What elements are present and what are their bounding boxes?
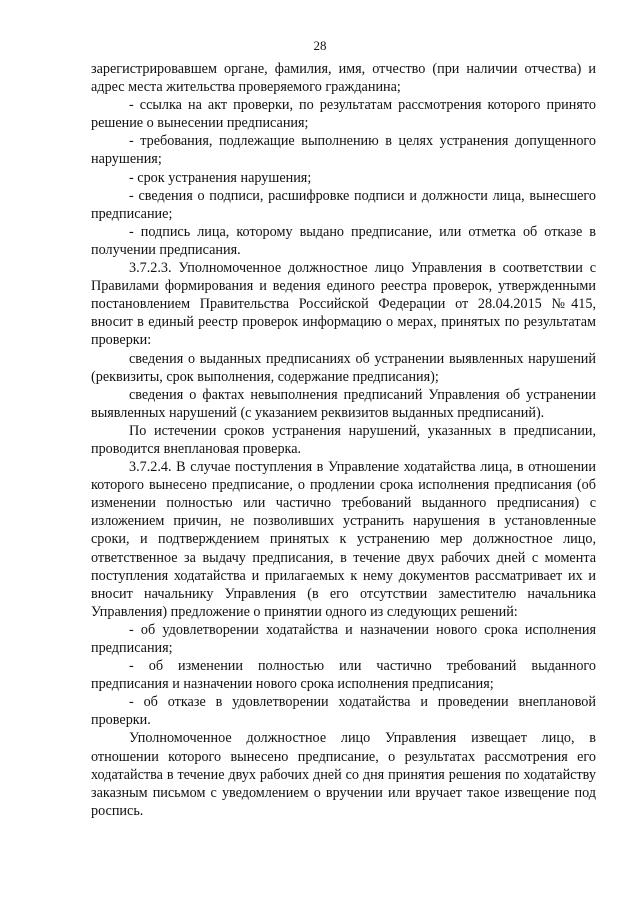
decision-item-refuse: - об отказе в удовлетворении ходатайства и проведении внеплановой проверки. [91, 694, 596, 729]
paragraph-unscheduled-inspection: По истечении сроков устранения нарушений, указанных в предписании, проводится внеплановая проверка. [91, 422, 596, 457]
clause-3-7-2-4: 3.7.2.4. В случае поступления в Управление ходатайства лица, в отношении которого вынесено предписание, о продлении срока исполнения предписания (об изменении полностью или частично требований выданного предписания) с изложением причин, не позволивших устранить нарушения в установленные сроки, и подтверждением принятых к устранению мер должностное лицо, ответственное за выдачу предписания, в течение двух рабочих дней с момента поступления ходатайства и прилагаемых к нему документов рассматривает их и вносит начальнику Управления (в его отсутствии заместителю начальника Управления) предложение о принятии одного из следующих решений: [91, 459, 596, 620]
body-text [91, 60, 596, 820]
list-item-requirements: - требования, подлежащие выполнению в целях устранения допущенного нарушения; [91, 133, 596, 168]
list-item-receipt-signature: - подпись лица, которому выдано предписание, или отметка об отказе в получении предписания. [91, 223, 596, 258]
list-item-signature-info: - сведения о подписи, расшифровке подписи и должности лица, вынесшего предписание; [91, 187, 596, 222]
register-item-issued-orders: сведения о выданных предписаниях об устранении выявленных нарушений (реквизиты, срок выполнения, содержание предписания); [91, 350, 596, 385]
paragraph-continuation: зарегистрировавшем органе, фамилия, имя, отчество (при наличии отчества) и адрес места жительства проверяемого гражданина; [91, 61, 596, 96]
decision-item-grant: - об удовлетворении ходатайства и назначении нового срока исполнения предписания; [91, 621, 596, 656]
page-number: 28 [313, 38, 327, 53]
list-item-deadline: - срок устранения нарушения; [129, 169, 312, 186]
paragraph-notification: Уполномоченное должностное лицо Управления извещает лицо, в отношении которого вынесено предписание, о результатах рассмотрения его ходатайства в течение двух рабочих дней со дня принятия решения по ходатайству заказным письмом с уведомлением о вручении или вручает такое извещение под роспись. [91, 730, 596, 819]
clause-3-7-2-3: 3.7.2.3. Уполномоченное должностное лицо Управления в соответствии с Правилами формирования и ведения единого реестра проверок, утвержденными постановлением Правительства Российской Федерации от 28.04.2015 №415, вносит в единый реестр проверок информацию о мерах, принятых по результатам проверки: [91, 260, 596, 349]
list-item-act-reference: - ссылка на акт проверки, по результатам рассмотрения которого принято решение о вынесении предписания; [91, 97, 596, 132]
decision-item-modify: - об изменении полностью или частично требований выданного предписания и назначении нового срока исполнения предписания; [91, 658, 596, 693]
register-item-non-compliance: сведения о фактах невыполнения предписаний Управления об устранении выявленных нарушений (с указанием реквизитов выданных предписаний). [91, 386, 596, 421]
